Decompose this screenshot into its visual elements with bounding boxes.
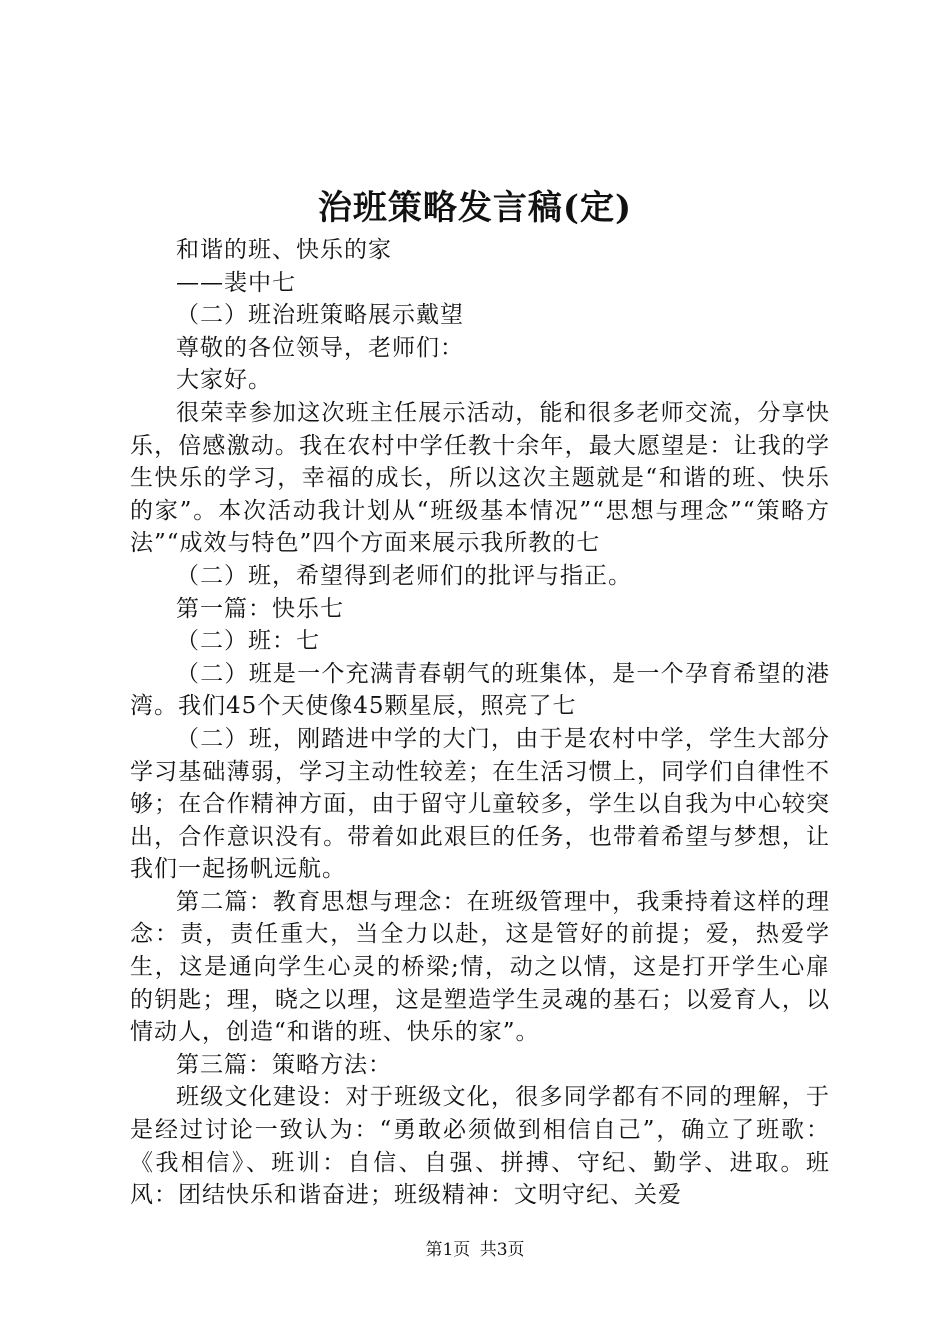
paragraph: （二）班，希望得到老师们的批评与指正。 [176, 562, 632, 589]
paragraph: 和谐的班、快乐的家 [176, 237, 392, 263]
paragraph: ——裴中七 [176, 269, 296, 296]
paragraph: （二）班：七 [176, 628, 320, 655]
paragraph: 大家好。 [176, 367, 272, 394]
document-body [130, 234, 830, 1212]
paragraph: （二）班治班策略展示戴望 [176, 302, 464, 329]
paragraph: （二）班，刚踏进中学的大门，由于是农村中学，学生大部分学习基础薄弱，学习主动性较差；在生活习惯上，同学们自律性不够；在合作精神方面，由于留守儿童较多，学生以自我为中心较突出，合作意识没有。带着如此艰巨的任务，也带着希望与梦想，让我们一起扬帆远航。 [130, 725, 830, 883]
page-total: 共3页 [479, 1240, 525, 1260]
paragraph: 尊敬的各位领导，老师们： [176, 334, 464, 361]
paragraph: 第三篇：策略方法： [176, 1051, 392, 1078]
paragraph: 班级文化建设：对于班级文化，很多同学都有不同的理解，于是经过讨论一致认为：“勇敢必须做到相信自己”，确立了班歌：《我相信》、班训：自信、自强、拼搏、守纪、勤学、进取。班风：团结快乐和谐奋进；班级精神：文明守纪、关爱 [130, 1084, 830, 1209]
paragraph: 第二篇：教育思想与理念：在班级管理中，我秉持着这样的理念：责，责任重大，当全力以赴，这是管好的前提；爱，热爱学生，这是通向学生心灵的桥梁;情，动之以情，这是打开学生心扉的钥匙；理，晓之以理，这是塑造学生灵魂的基石；以爱育人，以情动人，创造“和谐的班、快乐的家”。 [130, 888, 830, 1046]
paragraph: 第一篇：快乐七 [176, 595, 344, 622]
paragraph: （二）班是一个充满青春朝气的班集体，是一个孕育希望的港湾。我们45个天使像45颗星辰，照亮了七 [130, 660, 830, 720]
page-footer [0, 1238, 950, 1262]
document-title: 治班策略发言稿(定) [317, 188, 633, 228]
page-number: 第1页 [425, 1240, 471, 1260]
paragraph: 很荣幸参加这次班主任展示活动，能和很多老师交流，分享快乐，倍感激动。我在农村中学任教十余年，最大愿望是：让我的学生快乐的学习，幸福的成长，所以这次主题就是“和谐的班、快乐的家”。本次活动我计划从“班级基本情况”“思想与理念”“策略方法”“成效与特色”四个方面来展示我所教的七 [130, 399, 830, 557]
